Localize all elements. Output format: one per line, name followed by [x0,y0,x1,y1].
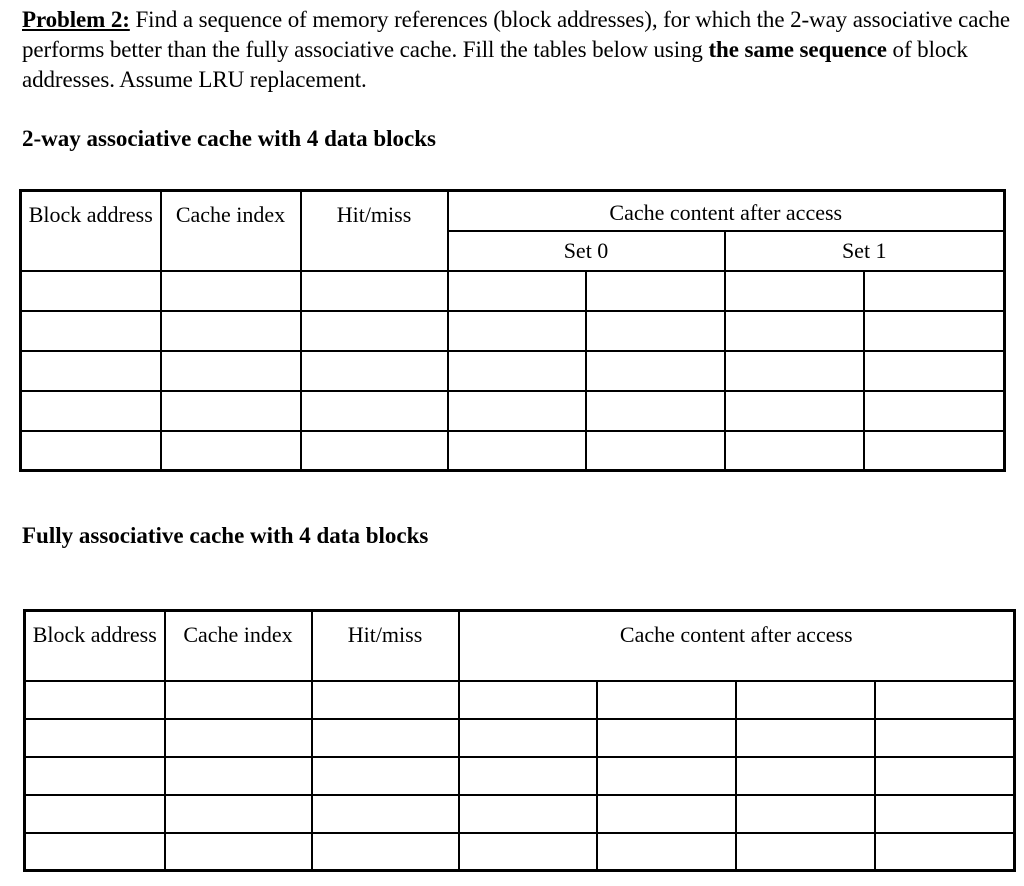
problem-bold-phrase: the same sequence [708,37,887,62]
set-1-way-0-cell[interactable] [725,391,864,431]
block-3-cell[interactable] [875,719,1015,757]
cache-index-cell[interactable] [165,833,312,871]
block-0-cell[interactable] [459,833,597,871]
fully-associative-cache-table [23,609,1016,872]
set-1-way-0-cell[interactable] [725,351,864,391]
block-1-cell[interactable] [597,719,736,757]
table-row [25,833,1015,871]
cache-index-cell[interactable] [161,311,301,351]
hit-miss-cell[interactable] [301,431,448,471]
column-header-hit-miss: Hit/miss [312,611,459,681]
column-header-cache-content: Cache content after access [448,191,1005,231]
two-way-cache-heading: 2-way associative cache with 4 data blocks [22,126,436,151]
table-row [21,391,1005,431]
set-1-way-1-cell[interactable] [864,391,1005,431]
column-header-cache-index: Cache index [165,611,312,681]
set-1-way-1-cell[interactable] [864,271,1005,311]
block-0-cell[interactable] [459,757,597,795]
table-row [21,271,1005,311]
set-0-way-0-cell[interactable] [448,271,586,311]
problem-text-part2: of block addresses. Assume LRU replacement. [22,37,968,92]
hit-miss-cell[interactable] [312,719,459,757]
block-0-cell[interactable] [459,795,597,833]
set-1-way-1-cell[interactable] [864,431,1005,471]
table-row [21,311,1005,351]
table-row [25,681,1015,719]
set-0-way-0-cell[interactable] [448,431,586,471]
set-1-way-0-cell[interactable] [725,311,864,351]
table-row [25,795,1015,833]
block-1-cell[interactable] [597,757,736,795]
block-2-cell[interactable] [736,681,875,719]
block-address-cell[interactable] [21,431,161,471]
table-row [21,351,1005,391]
hit-miss-cell[interactable] [301,271,448,311]
block-0-cell[interactable] [459,719,597,757]
set-1-way-0-cell[interactable] [725,431,864,471]
set-0-way-0-cell[interactable] [448,391,586,431]
problem-label: Problem 2: [22,7,130,32]
block-3-cell[interactable] [875,681,1015,719]
set-0-way-1-cell[interactable] [586,431,725,471]
block-address-cell[interactable] [25,719,165,757]
block-address-cell[interactable] [25,757,165,795]
block-address-cell[interactable] [25,681,165,719]
problem-text-part1: Find a sequence of memory references (block addresses), for which the 2-way associative cache performs better than the fully associative cache. Fill the tables below using [22,7,1011,62]
block-0-cell[interactable] [459,681,597,719]
block-address-cell[interactable] [25,833,165,871]
block-2-cell[interactable] [736,719,875,757]
block-1-cell[interactable] [597,681,736,719]
two-way-cache-table [19,189,1006,472]
cache-index-cell[interactable] [161,391,301,431]
set-0-way-0-cell[interactable] [448,311,586,351]
cache-index-cell[interactable] [161,351,301,391]
column-header-hit-miss: Hit/miss [301,191,448,271]
block-address-cell[interactable] [21,271,161,311]
cache-index-cell[interactable] [161,431,301,471]
block-1-cell[interactable] [597,833,736,871]
set-1-way-1-cell[interactable] [864,351,1005,391]
set-0-way-1-cell[interactable] [586,271,725,311]
column-header-set-0: Set 0 [448,231,725,271]
block-2-cell[interactable] [736,833,875,871]
set-0-way-1-cell[interactable] [586,351,725,391]
table-row [25,719,1015,757]
column-header-block-address: Block address [21,191,161,271]
set-0-way-1-cell[interactable] [586,311,725,351]
block-3-cell[interactable] [875,757,1015,795]
hit-miss-cell[interactable] [312,757,459,795]
block-2-cell[interactable] [736,795,875,833]
block-address-cell[interactable] [21,351,161,391]
hit-miss-cell[interactable] [301,391,448,431]
cache-index-cell[interactable] [165,719,312,757]
block-3-cell[interactable] [875,833,1015,871]
block-address-cell[interactable] [21,311,161,351]
table-row [25,757,1015,795]
hit-miss-cell[interactable] [312,795,459,833]
block-1-cell[interactable] [597,795,736,833]
column-header-set-1: Set 1 [725,231,1005,271]
block-address-cell[interactable] [25,795,165,833]
column-header-block-address: Block address [25,611,165,681]
cache-index-cell[interactable] [165,757,312,795]
block-address-cell[interactable] [21,391,161,431]
fully-associative-cache-heading: Fully associative cache with 4 data blocks [22,523,429,548]
block-3-cell[interactable] [875,795,1015,833]
cache-index-cell[interactable] [165,795,312,833]
set-0-way-1-cell[interactable] [586,391,725,431]
hit-miss-cell[interactable] [312,681,459,719]
set-1-way-0-cell[interactable] [725,271,864,311]
column-header-cache-content: Cache content after access [459,611,1015,681]
block-2-cell[interactable] [736,757,875,795]
cache-index-cell[interactable] [161,271,301,311]
table-row [21,431,1005,471]
set-1-way-1-cell[interactable] [864,311,1005,351]
hit-miss-cell[interactable] [301,351,448,391]
column-header-cache-index: Cache index [161,191,301,271]
hit-miss-cell[interactable] [312,833,459,871]
cache-index-cell[interactable] [165,681,312,719]
set-0-way-0-cell[interactable] [448,351,586,391]
problem-statement [22,5,1017,95]
hit-miss-cell[interactable] [301,311,448,351]
